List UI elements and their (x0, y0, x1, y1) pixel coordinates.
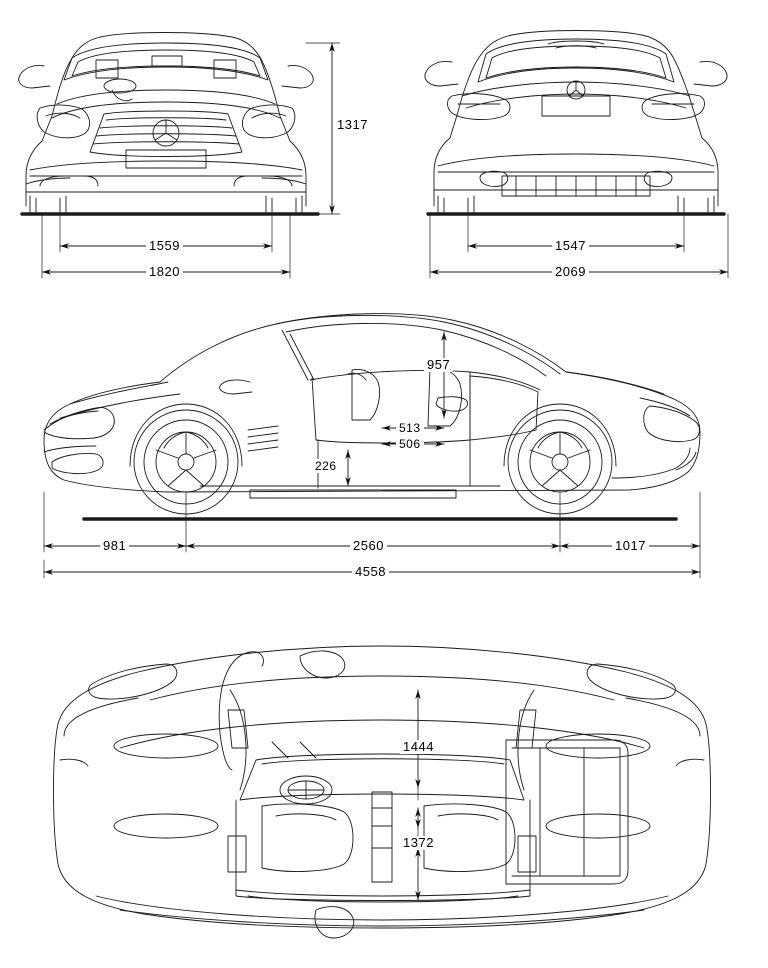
dim-label-226: 226 (312, 459, 340, 473)
dim-label-513: 513 (396, 421, 424, 435)
dim-label-wheelbase: 2560 (350, 539, 387, 553)
dim-label-overall-width-front: 1820 (146, 265, 183, 279)
dim-label-overall-width-mirrors: 2069 (552, 265, 589, 279)
dim-label-overall-height: 1317 (334, 118, 371, 132)
top-view-car (54, 646, 711, 938)
dim-label-overall-length: 4558 (352, 565, 389, 579)
dim-label-front-track: 1559 (146, 239, 183, 253)
dim-label-front-shoulder-room: 1444 (400, 740, 437, 754)
dim-label-506: 506 (396, 437, 424, 451)
dim-label-front-overhang: 981 (100, 539, 129, 553)
side-view-car (44, 314, 700, 519)
dim-label-rear-overhang: 1017 (612, 539, 649, 553)
dim-label-rear-track: 1547 (552, 239, 589, 253)
front-view-dimensions (42, 43, 340, 278)
dim-label-interior-height: 957 (424, 358, 453, 372)
front-view-car (19, 33, 318, 215)
rear-view-car (425, 31, 727, 215)
dim-label-rear-shoulder-room: 1372 (400, 836, 437, 850)
